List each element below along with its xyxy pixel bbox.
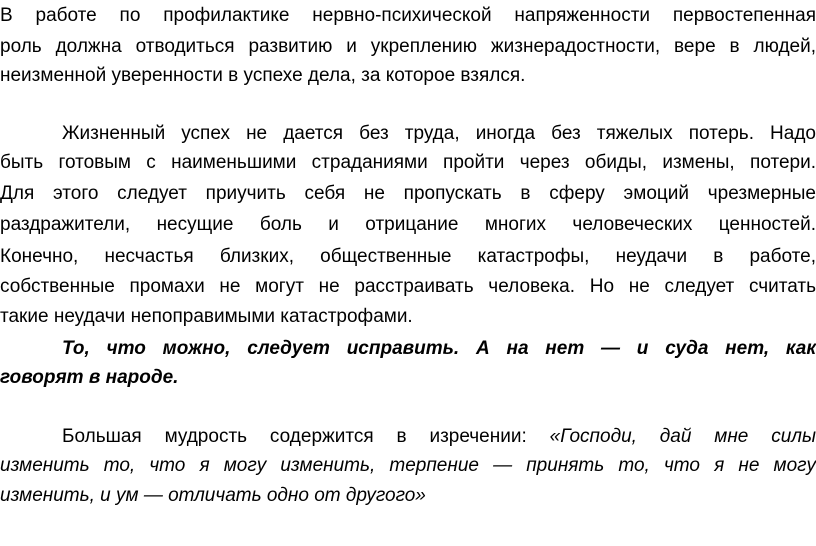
quote-text-start: «Господи, дай мне силы xyxy=(549,426,816,447)
quote-line-2: изменить то, что я могу изменить, терпение — принять то, что я не могу xyxy=(0,455,816,476)
paragraph-1-line-2: роль должна отводиться развитию и укреплению жизнерадостности, вере в людей, xyxy=(0,36,816,57)
paragraph-2-line-5: Конечно, несчастья близких, общественные катастрофы, неудачи в работе, xyxy=(0,246,816,267)
proverb-line-2: говорят в народе. xyxy=(0,367,179,388)
paragraph-1-line-3: неизменной уверенности в успехе дела, за которое взялся. xyxy=(0,65,526,86)
paragraph-1-line-1: В работе по профилактике нервно-психической напряженности первостепенная xyxy=(0,5,816,26)
paragraph-2-line-1: Жизненный успех не дается без труда, иногда без тяжелых потерь. Надо xyxy=(62,123,816,144)
paragraph-2-line-4: раздражители, несущие боль и отрицание многих человеческих ценностей. xyxy=(0,214,816,235)
quote-intro-text: Большая мудрость содержится в изречении: xyxy=(62,426,550,447)
paragraph-2-line-3: Для этого следует приучить себя не пропускать в сферу эмоций чрезмерные xyxy=(0,183,816,204)
quote-line-3: изменить, и ум — отличать одно от другого» xyxy=(0,485,426,506)
quote-intro-line xyxy=(62,423,816,451)
paragraph-2-line-2: быть готовым с наименьшими страданиями пройти через обиды, измены, потери. xyxy=(0,152,816,173)
proverb-line-1: То, что можно, следует исправить. А на нет — и суда нет, как xyxy=(62,338,816,359)
paragraph-2-line-7: такие неудачи непоправимыми катастрофами. xyxy=(0,306,413,327)
paragraph-2-line-6: собственные промахи не могут не расстраивать человека. Но не следует считать xyxy=(0,276,816,297)
